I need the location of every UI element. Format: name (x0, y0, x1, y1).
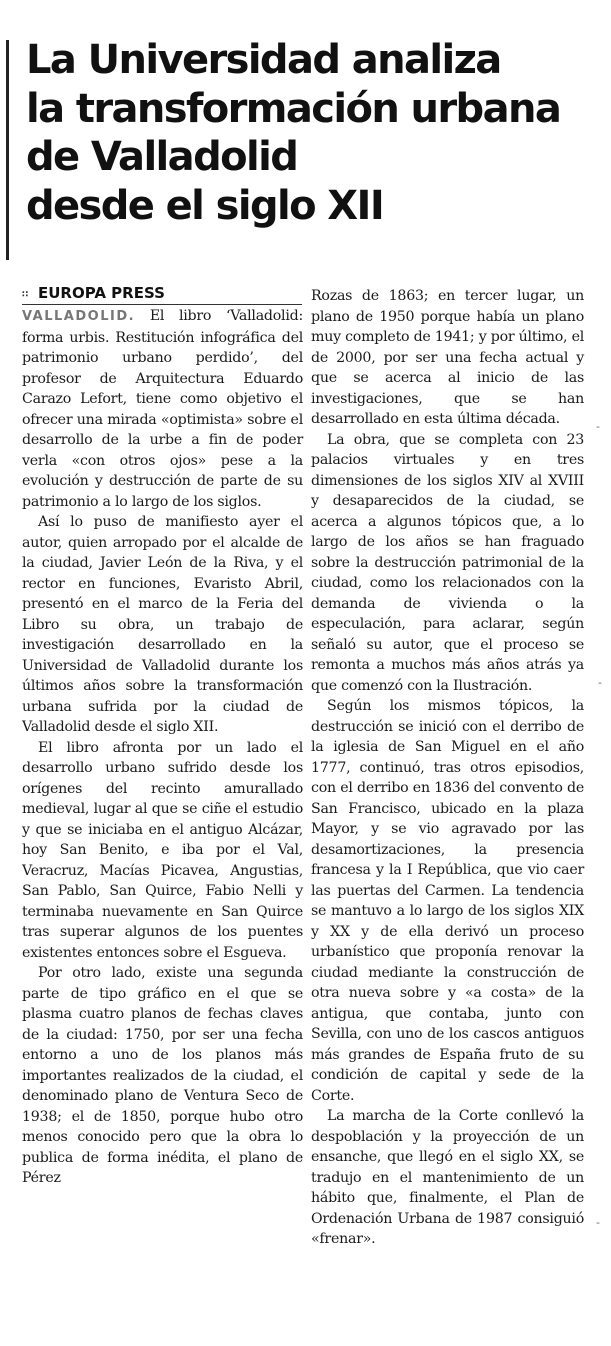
paragraph-text: El libro ‘Valladolid: forma urbis. Restitución infográfica del patrimonio urbano perdido’, del profesor de Arquitectura Eduardo Carazo Lefort, tiene como objetivo el ofrecer una mirada «optimista» sobre el desarrollo de la urbe a fin de poder verla «con otros ojos» pese a la evolución y destrucción de parte de su patrimonio a lo largo de los siglos. (22, 308, 303, 510)
article-paragraph: Rozas de 1863; en tercer lugar, un plano de 1950 porque había un plano muy completo de 1941; y por último, el de 2000, por ser una fecha actual y que se acerca al inicio de las investigaciones, que se han desarrollado en esta última década. (311, 288, 585, 427)
headline-line: la transformación urbana (26, 85, 561, 132)
headline-line: desde el siglo XII (26, 182, 384, 229)
byline-bullet-icon: ∷ (22, 290, 29, 300)
headline-line: de Valladolid (26, 134, 298, 180)
article-paragraph: Por otro lado, existe una segunda parte de tipo gráfico en el que se plasma cuatro planos de fechas claves de la ciudad: 1750, por ser una fecha entorno a uno de los planos más importantes realizados de la ciudad, el denominado plano de Ventura Seco de 1938; el de 1850, porque hubo otro menos conocido pero que la obra lo publica de forma inédita, el plano de Pérez (22, 965, 303, 1186)
article-paragraph: Así lo puso de manifiesto ayer el autor, quien arropado por el alcalde de la ciudad, Javier León de la Riva, y el rector en funciones, Evaristo Abril, presentó en el marco de la Feria del Libro su obra, un trabajo de investigación desarrollado en la Universidad de Valladolid durante los últimos años sobre la transformación urbana sufrida por la ciudad de Valladolid desde el siglo XII. (22, 514, 303, 735)
scan-mark: - (598, 676, 602, 689)
left-margin-rule (6, 40, 9, 260)
scan-mark: - (596, 420, 600, 433)
dateline-city: VALLADOLID. (22, 309, 136, 324)
scan-mark: - (596, 1216, 600, 1229)
article-column-2 (311, 286, 584, 1250)
byline-agency: EUROPA PRESS (38, 284, 165, 302)
article-paragraph: La obra, que se completa con 23 palacios virtuales y en tres dimensiones de los siglos XIV al XVIII y desaparecidos de la ciudad, se acerca a algunos tópicos que, a lo largo de los años se han fraguado sobre la destrucción patrimonial de la ciudad, como los relacionados con la demanda de vivienda o la especulación, para aclarar, según señaló su autor, que el proceso se remonta a muchos más años atrás ya que comenzó con la Ilustración. (311, 431, 584, 694)
article-paragraph (22, 306, 303, 512)
article-column-1 (22, 306, 303, 1189)
article-paragraph: El libro afronta por un lado el desarrollo urbano sufrido desde los orígenes del recinto amurallado medieval, lugar al que se ciñe el estudio y que se iniciaba en el antiguo Alcázar, hoy San Benito, e iba por el Val, Veracruz, Macías Picavea, Angustias, San Pablo, San Quirce, Fabio Nelli y terminaba nuevamente en San Quirce tras superar algunos de los puentes existentes entonces sobre el Esgueva. (22, 739, 303, 961)
byline (22, 284, 302, 305)
article-paragraph: Según los mismos tópicos, la destrucción se inició con el derribo de la iglesia de San Miguel en el año 1777, continuó, tras otros episodios, con el derribo en 1836 del convento de San Francisco, ubicado en la plaza Mayor, y se vio agravado por las desamortizaciones, la presencia francesa y la I República, que vio caer las puertas del Carmen. La tendencia se mantuvo a lo largo de los siglos XIX y XX y de ella derivó un proceso urbanístico que proponía renovar la ciudad mediante la construcción de otra nueva sobre y «a costa» de la antigua, que contaba, junto con Sevilla, con uno de los cascos antiguos más grandes de España fruto de su condición de capital y sede de la Corte. (311, 698, 584, 1104)
headline (26, 36, 596, 230)
headline-line: La Universidad analiza (26, 37, 501, 83)
article-paragraph: La marcha de la Corte conllevó la despoblación y la proyección de un ensanche, que llegó en el siglo XX, se tradujo en el mantenimiento de un hábito que, finalmente, el Plan de Ordenación Urbana de 1987 consiguió «frenar». (311, 1108, 584, 1247)
